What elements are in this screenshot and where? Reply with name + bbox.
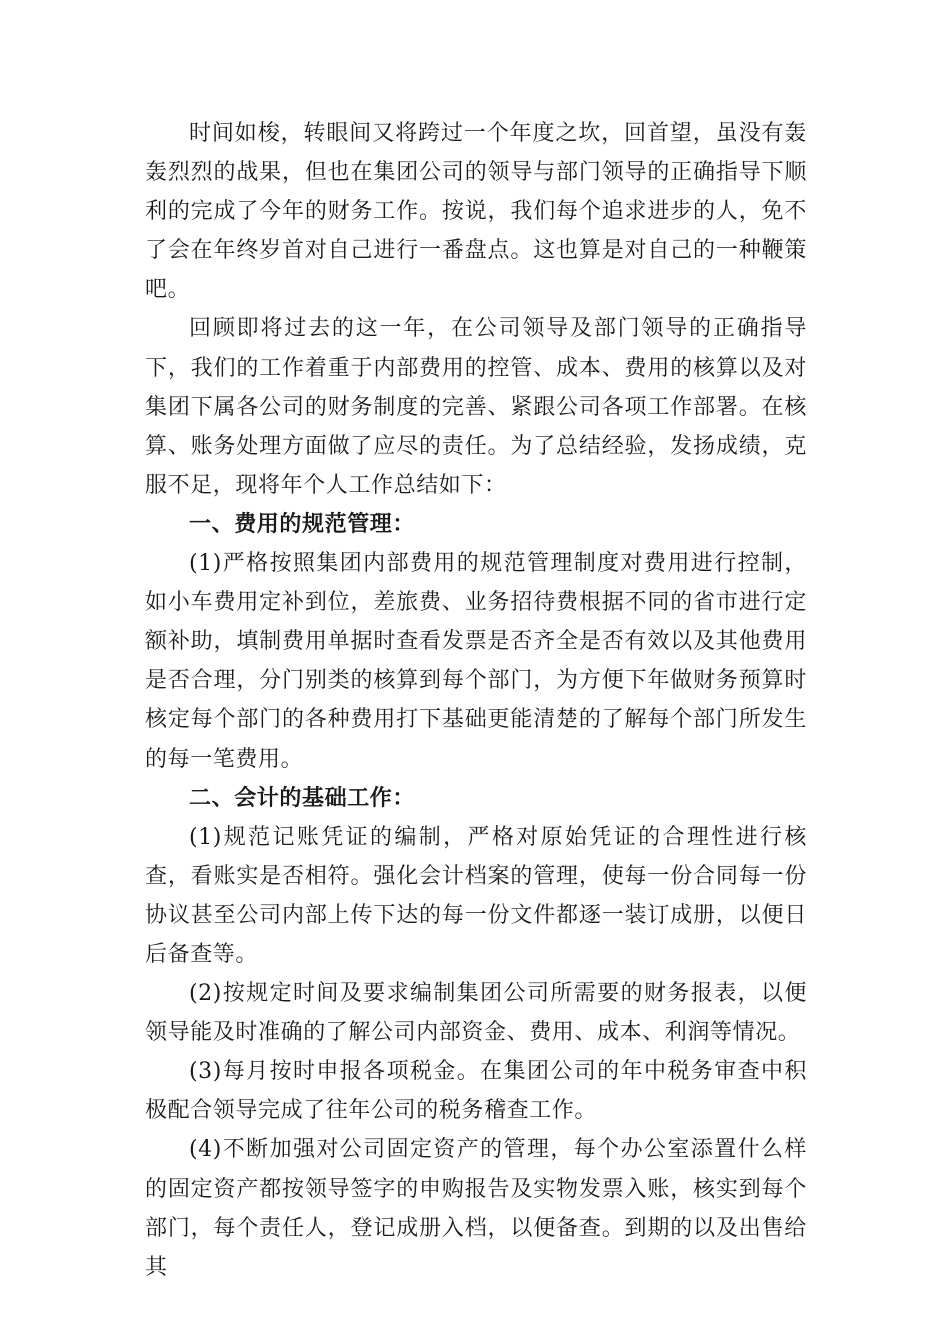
paragraph-voucher-management: (1)规范记账凭证的编制，严格对原始凭证的合理性进行核查，看账实是否相符。强化会计档案的管理，使每一份合同每一份协议甚至公司内部上传下达的每一份文件都逐一装订成册，以便日后备查等。 xyxy=(145,824,807,967)
section-heading-accounting-basics: 二、会计的基础工作： xyxy=(189,784,416,811)
paragraph-financial-reports: (2)按规定时间及要求编制集团公司所需要的财务报表，以便领导能及时准确的了解公司内部资金、费用、成本、利润等情况。 xyxy=(145,981,807,1046)
paragraph-review: 回顾即将过去的这一年，在公司领导及部门领导的正确指导下，我们的工作着重于内部费用的控管、成本、费用的核算以及对集团下属各公司的财务制度的完善、紧跟公司各项工作部署。在核算、账务处理方面做了应尽的责任。为了总结经验，发扬成绩，克服不足，现将年个人工作总结如下： xyxy=(145,316,807,498)
paragraph-intro: 时间如梭，转眼间又将跨过一个年度之坎，回首望，虽没有轰轰烈烈的战果，但也在集团公司的领导与部门领导的正确指导下顺利的完成了今年的财务工作。按说，我们每个追求进步的人，免不了会在年终岁首对自己进行一番盘点。这也算是对自己的一种鞭策吧。 xyxy=(145,121,807,303)
paragraph-tax-filing: (3)每月按时申报各项税金。在集团公司的年中税务审查中积极配合领导完成了往年公司的税务稽查工作。 xyxy=(145,1059,807,1124)
section-heading-expense-management: 一、费用的规范管理： xyxy=(189,510,416,537)
document-body xyxy=(145,114,807,1287)
paragraph-fixed-assets: (4)不断加强对公司固定资产的管理，每个办公室添置什么样的固定资产都按领导签字的申购报告及实物发票入账，核实到每个部门，每个责任人，登记成册入档，以便备查。到期的以及出售给其 xyxy=(145,1137,807,1280)
paragraph-expense-control: (1)严格按照集团内部费用的规范管理制度对费用进行控制，如小车费用定补到位，差旅费、业务招待费根据不同的省市进行定额补助，填制费用单据时查看发票是否齐全是否有效以及其他费用是否合理，分门别类的核算到每个部门，为方便下年做财务预算时核定每个部门的各种费用打下基础更能清楚的了解每个部门所发生的每一笔费用。 xyxy=(145,551,807,772)
